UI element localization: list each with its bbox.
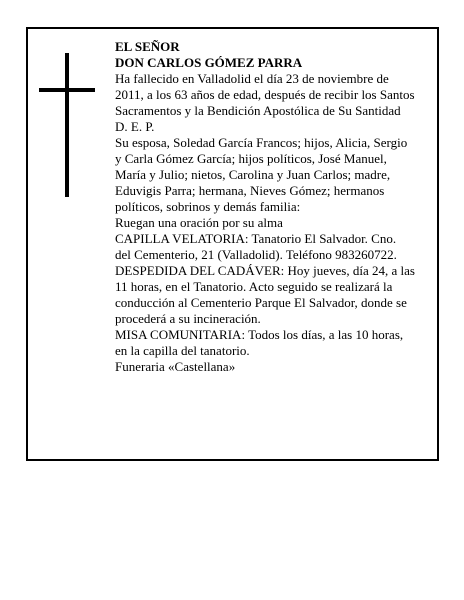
obituary-mass: MISA COMUNITARIA: Todos los días, a las 10 horas, en la capilla del tanatorio. [115,327,404,358]
obituary-title-line-1: EL SEÑOR [115,39,180,54]
obituary-deceased-name: DON CARLOS GÓMEZ PARRA [115,55,303,70]
obituary-rip: D. E. P. [115,119,155,134]
cross-vertical-bar [65,53,69,197]
obituary-death-announcement: Ha fallecido en Valladolid el día 23 de noviembre de 2011, a los 63 años de edad, después de recibir los Santos Sacramentos y la Bendición Apostólica de Su Santidad [115,71,415,118]
obituary-prayer-request: Ruegan una oración por su alma [115,215,283,230]
obituary-text [115,39,415,375]
obituary-family: Su esposa, Soledad García Francos; hijos, Alicia, Sergio y Carla Gómez García; hijos políticos, José Manuel, María y Julio; nietos, Carolina y Juan Carlos; madre, Eduvigis Parra; hermana, Nieves Gómez; hermanos políticos, sobrinos y demás familia: [115,135,408,214]
obituary-farewell: DESPEDIDA DEL CADÁVER: Hoy jueves, día 24, a las 11 horas, en el Tanatorio. Acto seguido se realizará la conducción al Cementerio Parque El Salvador, donde se procederá a su incineración. [115,263,415,326]
obituary-wake-chapel: CAPILLA VELATORIA: Tanatorio El Salvador. Cno. del Cementerio, 21 (Valladolid). Teléfono 983260722. [115,231,397,262]
cross-icon [39,53,95,197]
cross-horizontal-bar [39,88,95,92]
obituary-funeral-home: Funeraria «Castellana» [115,359,236,374]
